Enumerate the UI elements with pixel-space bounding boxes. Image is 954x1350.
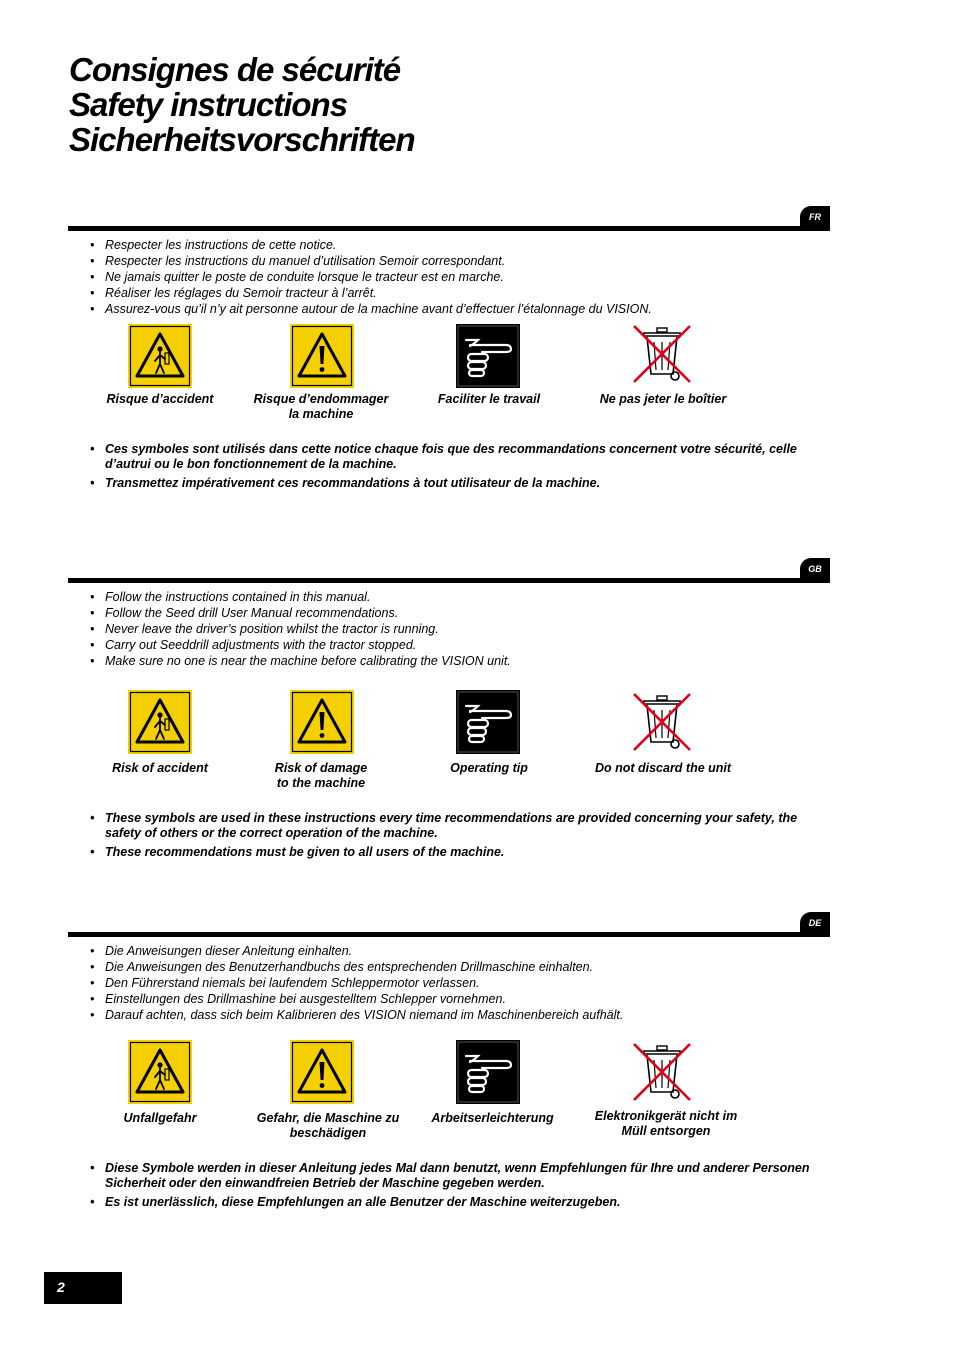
section-divider <box>68 578 830 583</box>
list-item: • Carry out Seeddrill adjustments with the tractor stopped. <box>90 637 511 653</box>
person-warning-icon <box>128 690 192 754</box>
instruction-list <box>90 237 652 317</box>
person-warning-icon <box>128 324 192 388</box>
crossed-bin-icon <box>630 322 694 386</box>
list-item: • Darauf achten, dass sich beim Kalibrieren des VISION niemand im Maschinenbereich aufhält. <box>90 1007 623 1023</box>
exclamation-warning-icon <box>290 690 354 754</box>
section-divider <box>68 226 830 231</box>
crossed-bin-icon <box>630 1040 694 1104</box>
icon-caption: Unfallgefahr <box>123 1111 197 1125</box>
icon-caption: Risk of damage to the machine <box>274 761 368 790</box>
notes-list <box>90 1161 810 1215</box>
title-line-de: Sicherheitsvorschriften <box>69 121 415 158</box>
section-divider <box>68 932 830 937</box>
section-gb <box>0 558 954 888</box>
notes-list <box>90 442 810 496</box>
operating-tip-icon <box>456 324 520 388</box>
icon-caption: Operating tip <box>450 761 528 775</box>
section-de <box>0 912 954 1242</box>
operating-tip-icon <box>456 690 520 754</box>
operating-tip-icon <box>456 1040 520 1104</box>
list-item: • Respecter les instructions de cette notice. <box>90 237 652 253</box>
list-item: • These recommendations must be given to all users of the machine. <box>90 845 810 860</box>
list-item: • Ces symboles sont utilisés dans cette notice chaque fois que des recommandations concernent votre sécurité, celle d’autrui ou le bon fonctionnement de la machine. <box>90 442 810 471</box>
list-item: • These symbols are used in these instructions every time recommendations are provided concerning your safety, the safety of others or the correct operation of the machine. <box>90 811 810 840</box>
icon-caption: Faciliter le travail <box>437 392 541 406</box>
list-item: • Einstellungen des Drillmashine bei ausgestelltem Schlepper vornehmen. <box>90 991 623 1007</box>
instruction-list <box>90 589 511 669</box>
list-item: • Den Führerstand niemals bei laufendem Schleppermotor verlassen. <box>90 975 623 991</box>
crossed-bin-icon <box>630 690 694 754</box>
language-tab-de: DE <box>800 912 830 934</box>
language-tab-gb: GB <box>800 558 830 580</box>
icon-caption: Elektronikgerät nicht im Müll entsorgen <box>594 1109 738 1138</box>
list-item: • Make sure no one is near the machine before calibrating the VISION unit. <box>90 653 511 669</box>
list-item: • Die Anweisungen des Benutzerhandbuchs des entsprechenden Drillmaschine einhalten. <box>90 959 623 975</box>
list-item: • Respecter les instructions du manuel d’utilisation Semoir correspondant. <box>90 253 652 269</box>
icon-caption: Risque d’endommager la machine <box>253 392 389 421</box>
exclamation-warning-icon <box>290 324 354 388</box>
person-warning-icon <box>128 1040 192 1104</box>
exclamation-warning-icon <box>290 1040 354 1104</box>
section-fr <box>0 206 954 536</box>
list-item: • Ne jamais quitter le poste de conduite lorsque le tracteur est en marche. <box>90 269 652 285</box>
list-item: • Diese Symbole werden in dieser Anleitung jedes Mal dann benutzt, wenn Empfehlungen für Ihre und anderer Personen Sicherheit oder den einwandfreien Betrieb der Maschine gegeben werden. <box>90 1161 810 1190</box>
list-item: • Follow the Seed drill User Manual recommendations. <box>90 605 511 621</box>
list-item: • Never leave the driver’s position whilst the tractor is running. <box>90 621 511 637</box>
icon-caption: Gefahr, die Maschine zu beschädigen <box>256 1111 400 1140</box>
list-item: • Follow the instructions contained in this manual. <box>90 589 511 605</box>
notes-list <box>90 811 810 865</box>
page-title <box>69 52 415 157</box>
list-item: • Assurez-vous qu’il n’y ait personne autour de la machine avant d’effectuer l’étalonnage du VISION. <box>90 301 652 317</box>
title-line-gb: Safety instructions <box>69 86 348 123</box>
title-line-fr: Consignes de sécurité <box>69 51 401 88</box>
icon-caption: Arbeitserleichterung <box>431 1111 554 1125</box>
instruction-list <box>90 943 623 1023</box>
language-tab-fr: FR <box>800 206 830 228</box>
list-item: • Die Anweisungen dieser Anleitung einhalten. <box>90 943 623 959</box>
icon-caption: Risk of accident <box>112 761 208 775</box>
list-item: • Es ist unerlässlich, diese Empfehlungen an alle Benutzer der Maschine weiterzugeben. <box>90 1195 810 1210</box>
icon-caption: Do not discard the unit <box>594 761 732 775</box>
page-number: 2 <box>44 1272 122 1304</box>
list-item: • Réaliser les réglages du Semoir tracteur à l’arrêt. <box>90 285 652 301</box>
icon-caption: Ne pas jeter le boîtier <box>599 392 727 406</box>
icon-caption: Risque d’accident <box>106 392 214 406</box>
list-item: • Transmettez impérativement ces recommandations à tout utilisateur de la machine. <box>90 476 810 491</box>
